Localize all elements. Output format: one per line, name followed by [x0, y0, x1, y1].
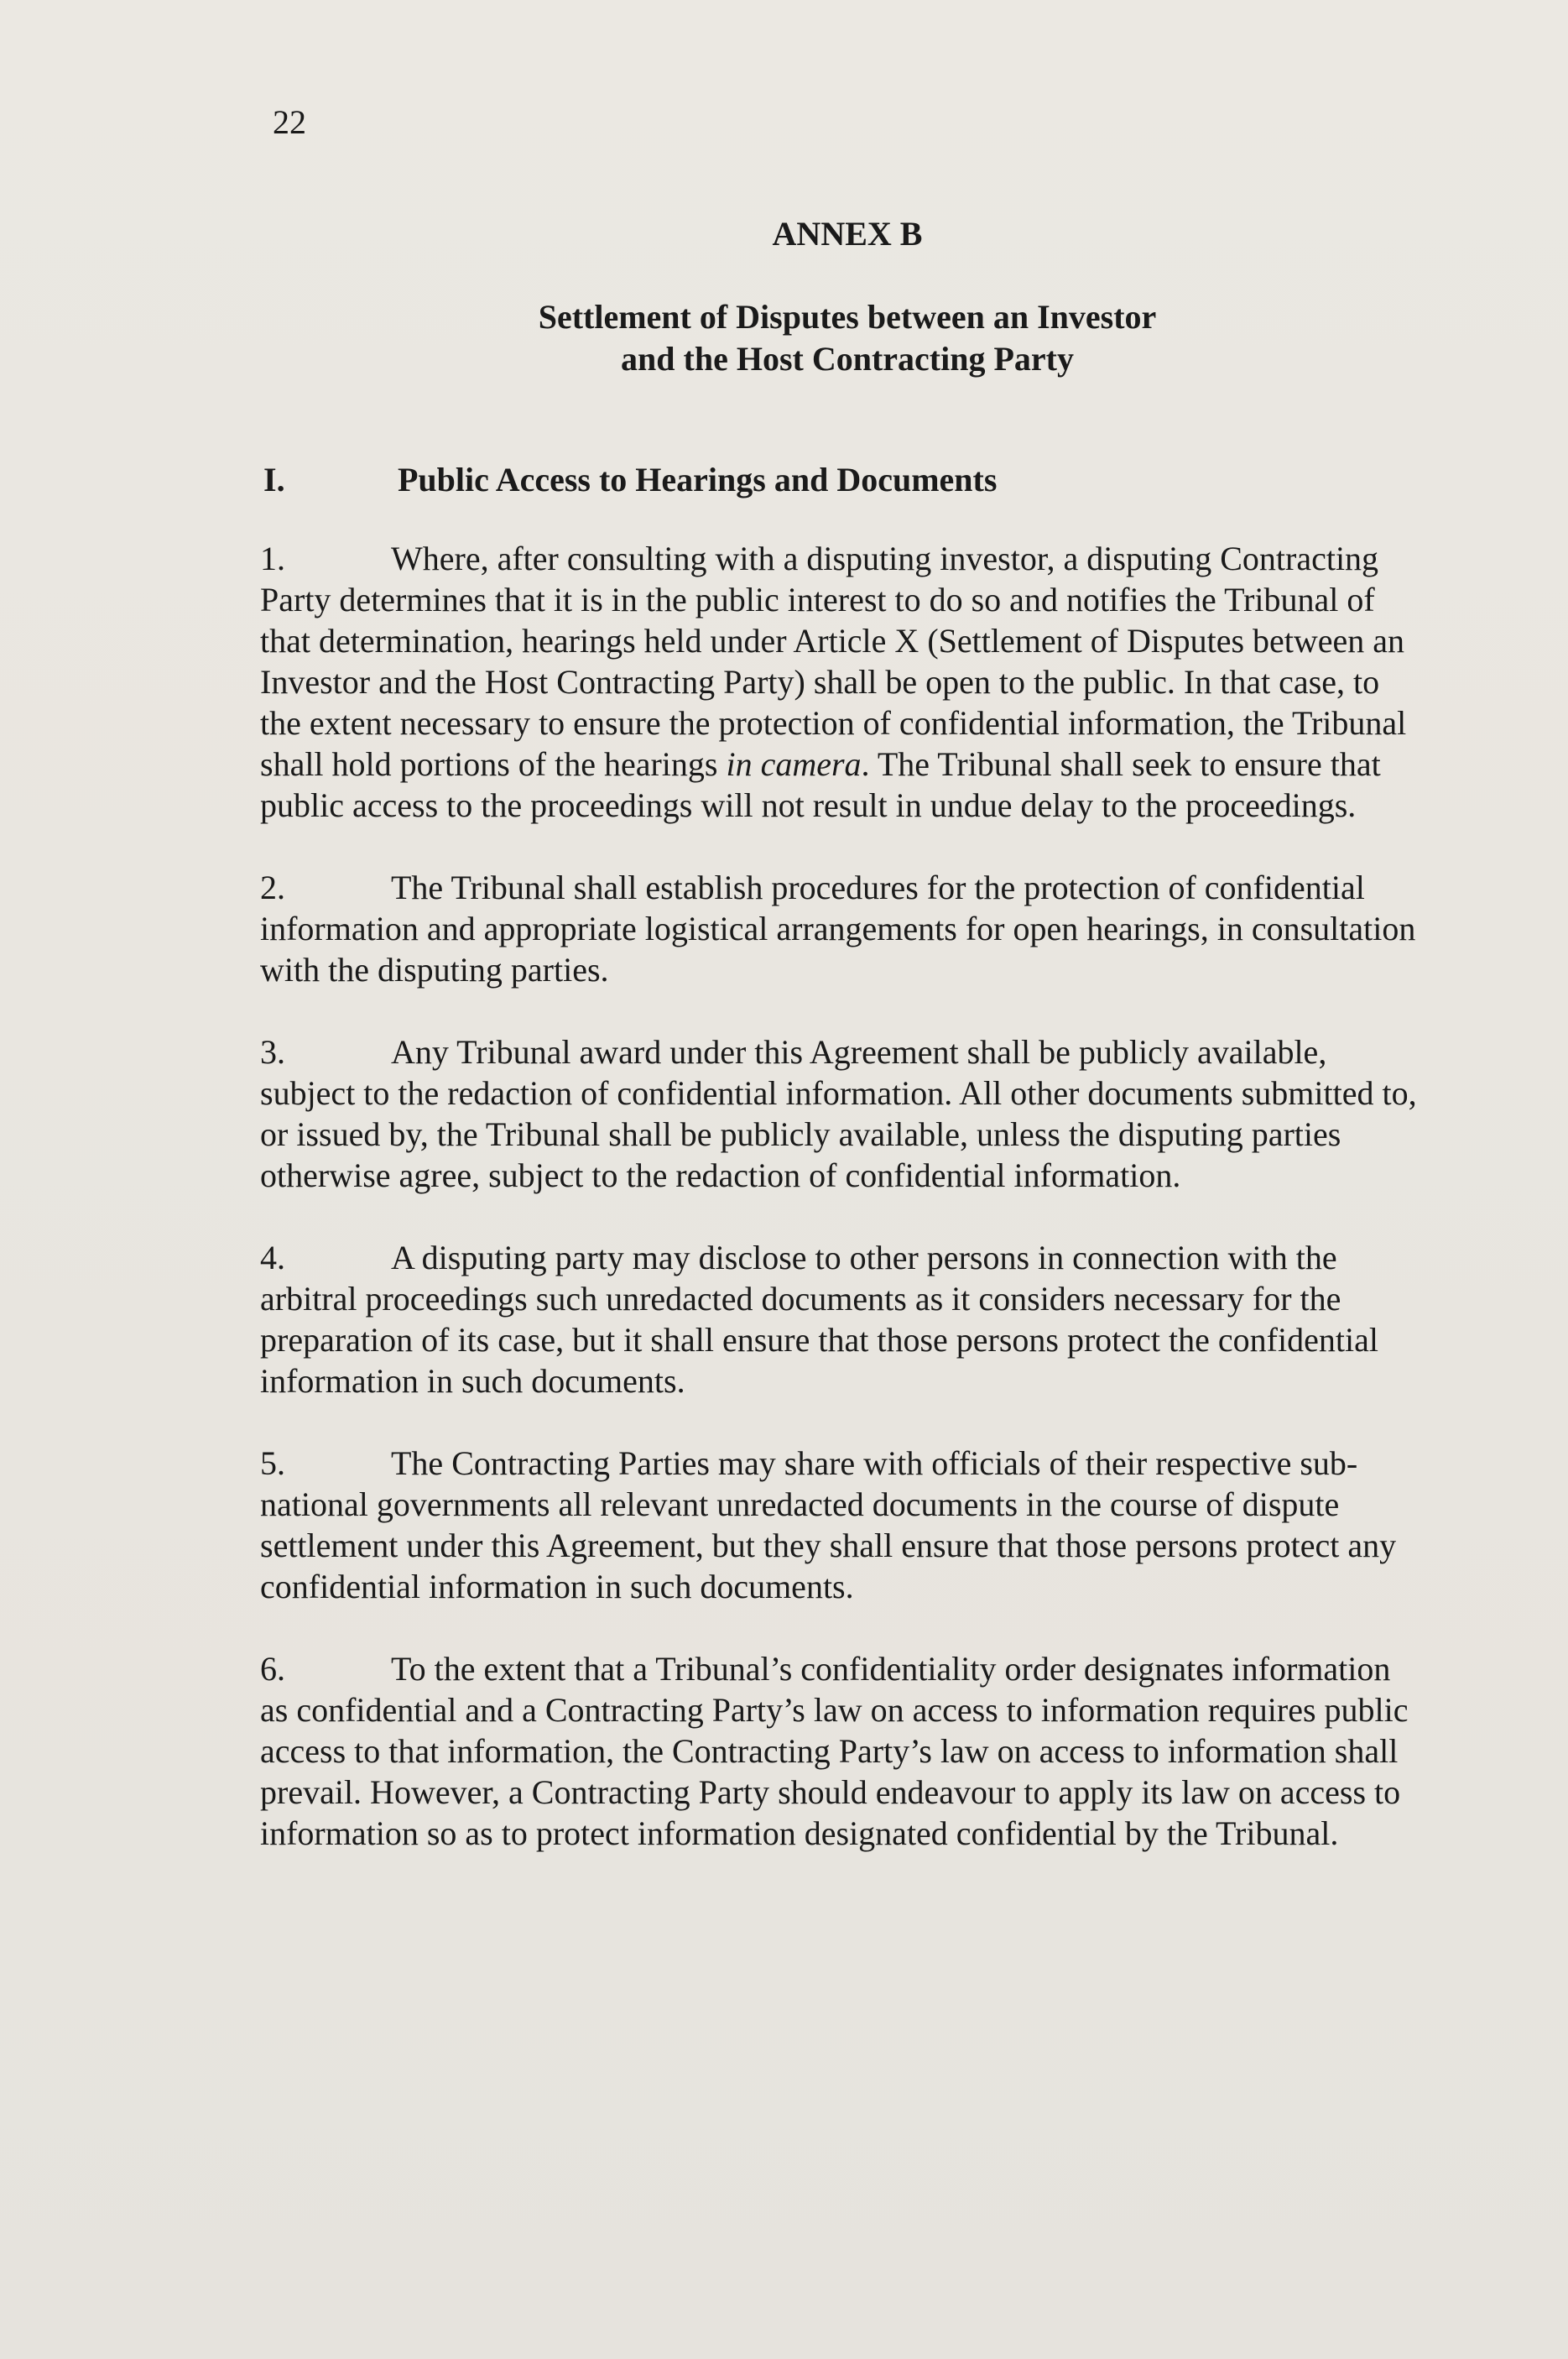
paragraph-number: 1. [260, 540, 285, 577]
paragraph-text: A disputing party may disclose to other persons in connection with the arbitral proceedings such unredacted documents as it considers necessary for the preparation of its case, but it shall ensure that those persons protect the confidential information in such documents. [260, 1239, 1378, 1400]
section-heading [263, 460, 997, 500]
annex-subtitle [0, 296, 1568, 380]
paragraph-text: Any Tribunal award under this Agreement shall be publicly available, subject to the redaction of confidential information. All other documents submitted to, or issued by, the Tribunal shall be publicly available, unless the disputing parties otherwise agree, subject to the redaction of confidential information. [260, 1033, 1417, 1194]
paragraph-text: To the extent that a Tribunal’s confidentiality order designates information as confidential and a Contracting Party’s law on access to information requires public access to that information, the Contracting Party’s law on access to information shall prevail. However, a Contracting Party should endeavour to apply its law on access to information so as to protect information designated confidential by the Tribunal. [260, 1650, 1409, 1852]
paragraph-3 [260, 1031, 1418, 1196]
subtitle-line-1: Settlement of Disputes between an Investor [538, 298, 1157, 336]
paragraph-text: The Tribunal shall establish procedures for the protection of confidential information and appropriate logistical arrangements for open hearings, in consultation with the disputing parties. [260, 869, 1416, 989]
paragraph-5 [260, 1443, 1418, 1607]
page-number: 22 [273, 103, 306, 141]
paragraph-text: The Contracting Parties may share with officials of their respective sub-national governments all relevant unredacted documents in the course of dispute settlement under this Agreement, but they shall ensure that those persons protect any confidential information in such documents. [260, 1444, 1397, 1605]
paragraph-text: Where, after consulting with a disputing investor, a disputing Contracting Party determines that it is in the public interest to do so and notifies the Tribunal of that determination, hearings held under Article X (Settlement of Disputes between an Investor and the Host Contracting Party) shall be open to the public. In that case, to the extent necessary to ensure the protection of confidential information, the Tribunal shall hold portions of the hearings [260, 540, 1407, 783]
section-number: I. [263, 461, 285, 498]
paragraph-number: 6. [260, 1650, 285, 1688]
paragraph-4 [260, 1237, 1418, 1401]
paragraph-italic-text: in camera [726, 745, 862, 783]
paragraph-number: 3. [260, 1033, 285, 1071]
paragraph-2 [260, 867, 1418, 990]
subtitle-line-2: and the Host Contracting Party [621, 340, 1074, 378]
paragraph-1 [260, 538, 1418, 826]
document-body [260, 538, 1418, 1895]
paragraph-text-continued: . The Tribunal shall seek to ensure that public access to the proceedings will not result in undue delay to the proceedings. [260, 745, 1381, 824]
paragraph-number: 4. [260, 1239, 285, 1276]
annex-title: ANNEX B [772, 215, 923, 253]
paragraph-number: 2. [260, 869, 285, 906]
section-title: Public Access to Hearings and Documents [398, 461, 998, 498]
paragraph-6 [260, 1648, 1418, 1854]
paragraph-number: 5. [260, 1444, 285, 1482]
